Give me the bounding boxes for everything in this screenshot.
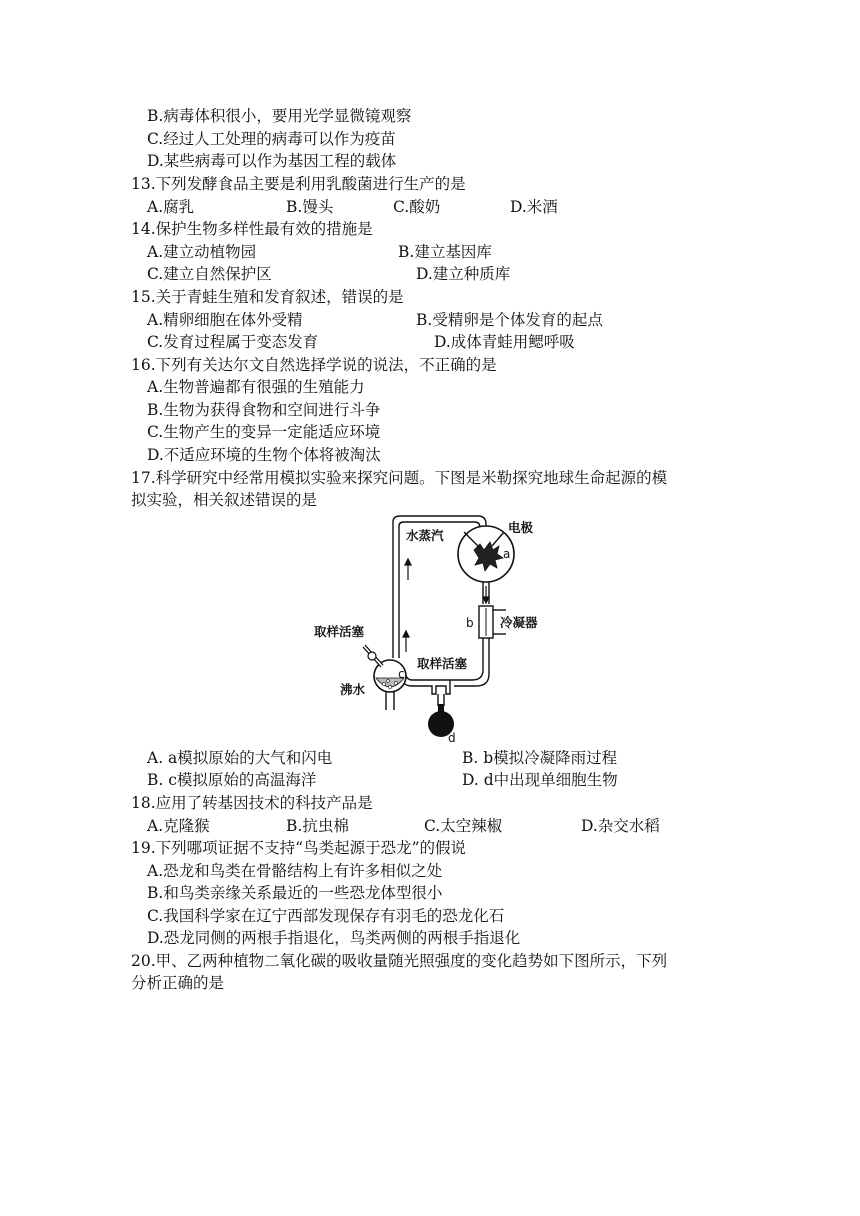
q16-option-a: A.生物普遍都有很强的生殖能力: [147, 378, 365, 396]
q15-option-c: C.发育过程属于变态发育: [147, 333, 319, 351]
label-water-vapor: 水蒸汽: [406, 528, 444, 543]
label-sampling-valve-right: 取样活塞: [417, 656, 468, 671]
q15-option-d: D.成体青蛙用鳃呼吸: [434, 333, 575, 351]
q17-option-c: B. c模拟原始的高温海洋: [147, 771, 317, 789]
q14-option-a: A.建立动植物园: [147, 243, 257, 261]
q12-option-b: B.病毒体积很小，要用光学显微镜观察: [147, 107, 412, 125]
q13-option-d: D.米酒: [510, 198, 558, 216]
q17-option-a: A. a模拟原始的大气和闪电: [147, 749, 333, 767]
q12-option-c: C.经过人工处理的病毒可以作为疫苗: [147, 130, 396, 148]
q19-stem: 19.下列哪项证据不支持“鸟类起源于恐龙”的假说: [131, 839, 466, 857]
q15-option-a: A.精卵细胞在体外受精: [147, 311, 303, 329]
q16-option-c: C.生物产生的变异一定能适应环境: [147, 423, 381, 441]
label-sampling-valve-left: 取样活塞: [314, 624, 365, 639]
q18-option-b: B.抗虫棉: [286, 817, 349, 835]
q14-option-b: B.建立基因库: [398, 243, 492, 261]
q18-option-d: D.杂交水稻: [581, 817, 660, 835]
q17-stem-line1: 17.科学研究中经常用模拟实验来探究问题。下图是米勒探究地球生命起源的模: [131, 469, 668, 487]
q13-option-c: C.酸奶: [393, 198, 441, 216]
q12-option-d: D.某些病毒可以作为基因工程的载体: [147, 152, 397, 170]
q13-stem: 13.下列发酵食品主要是利用乳酸菌进行生产的是: [131, 175, 466, 193]
q15-option-b: B.受精卵是个体发育的起点: [416, 311, 603, 329]
q17-option-d: D. d中出现单细胞生物: [462, 771, 618, 789]
q18-stem: 18.应用了转基因技术的科技产品是: [131, 794, 373, 812]
label-electrode: 电极: [508, 520, 534, 535]
label-b: b: [466, 616, 474, 630]
q16-option-b: B.生物为获得食物和空间进行斗争: [147, 401, 381, 419]
label-c: c: [398, 667, 405, 681]
q15-stem: 15.关于青蛙生殖和发育叙述，错误的是: [131, 288, 404, 306]
q20-stem-line2: 分析正确的是: [131, 974, 225, 992]
q20-stem-line1: 20.甲、乙两种植物二氧化碳的吸收量随光照强度的变化趋势如下图所示，下列: [131, 952, 668, 970]
q14-option-c: C.建立自然保护区: [147, 265, 272, 283]
q18-option-c: C.太空辣椒: [424, 817, 503, 835]
q17-stem-line2: 拟实验，相关叙述错误的是: [131, 491, 318, 509]
label-d: d: [448, 731, 456, 745]
q13-option-a: A.腐乳: [147, 198, 195, 216]
q19-option-c: C.我国科学家在辽宁西部发现保存有羽毛的恐龙化石: [147, 907, 505, 925]
q17-option-b: B. b模拟冷凝降雨过程: [462, 749, 618, 767]
q14-option-d: D.建立种质库: [416, 265, 511, 283]
q19-option-a: A.恐龙和鸟类在骨骼结构上有许多相似之处: [147, 862, 443, 880]
q13-option-b: B.馒头: [286, 198, 334, 216]
label-a: a: [503, 547, 511, 561]
q16-stem: 16.下列有关达尔文自然选择学说的说法，不正确的是: [131, 356, 497, 374]
miller-experiment-diagram: [300, 510, 550, 750]
label-boiling-water: 沸水: [340, 682, 366, 697]
q16-option-d: D.不适应环境的生物个体将被淘汰: [147, 446, 381, 464]
q18-option-a: A.克隆猴: [147, 817, 210, 835]
q19-option-d: D.恐龙同侧的两根手指退化，鸟类两侧的两根手指退化: [147, 929, 521, 947]
q14-stem: 14.保护生物多样性最有效的措施是: [131, 220, 373, 238]
q19-option-b: B.和鸟类亲缘关系最近的一些恐龙体型很小: [147, 884, 443, 902]
label-condenser: 冷凝器: [500, 615, 538, 630]
